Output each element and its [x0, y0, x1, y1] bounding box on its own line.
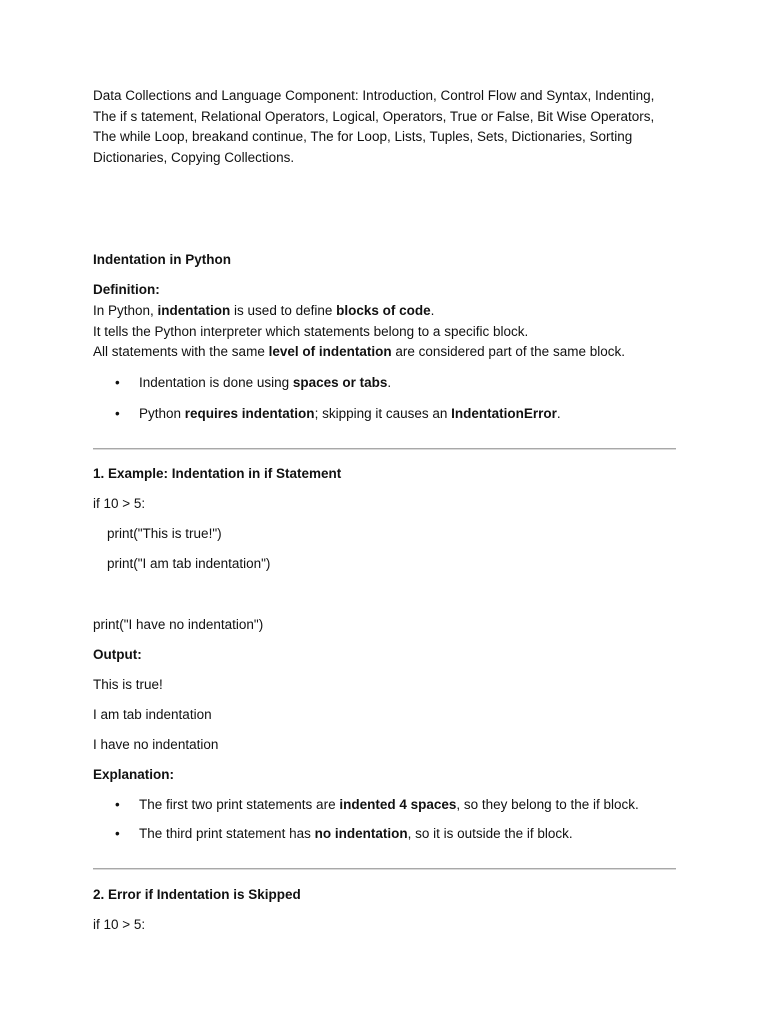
explanation-label: Explanation: — [93, 767, 175, 783]
code-line: print("This is true!") — [107, 526, 222, 542]
definition-label: Definition: — [93, 282, 160, 297]
output-line: I have no indentation — [93, 737, 219, 753]
definition-line-3: All statements with the same level of indentation are considered part of the same block. — [93, 344, 625, 360]
definition-line-2: It tells the Python interpreter which statements belong to a specific block. — [93, 323, 529, 339]
code-line: print("I have no indentation") — [93, 617, 264, 633]
definition-line-1: In Python, indentation is used to define blocks of code. — [93, 302, 435, 318]
explanation-list — [93, 795, 677, 844]
code-line: if 10 > 5: — [93, 496, 146, 512]
bullet-icon: • — [115, 826, 120, 842]
list-item: • Indentation is done using spaces or tabs. — [93, 373, 677, 393]
list-item: • The first two print statements are indented 4 spaces, so they belong to the if block. — [93, 795, 677, 815]
indentation-rules-list — [93, 373, 677, 424]
example-1-title: 1. Example: Indentation in if Statement — [93, 466, 342, 482]
document-page — [93, 86, 677, 935]
bullet-icon: • — [115, 797, 120, 813]
list-item: • Python requires indentation; skipping it causes an IndentationError. — [93, 404, 677, 424]
output-line: I am tab indentation — [93, 707, 212, 723]
output-line: This is true! — [93, 677, 163, 693]
list-item: • The third print statement has no indentation, so it is outside the if block. — [93, 824, 677, 844]
section-title: Indentation in Python — [93, 252, 231, 267]
code-line: if 10 > 5: — [93, 917, 146, 933]
output-label: Output: — [93, 647, 142, 663]
example-2-title: 2. Error if Indentation is Skipped — [93, 887, 301, 903]
bullet-icon: • — [115, 375, 120, 391]
intro-paragraph: Data Collections and Language Component: Introduction, Control Flow and Syntax, Indenting, The if s tatement, Relational Operators, Logical, Operators, True or False, Bit Wise Operators, The while Loop, breakand continue, The for Loop, Lists, Tuples, Sets, Dictionaries, Sorting Dictionaries, Copying Collections. — [93, 88, 655, 165]
code-line: print("I am tab indentation") — [107, 556, 271, 572]
bullet-icon: • — [115, 406, 120, 422]
